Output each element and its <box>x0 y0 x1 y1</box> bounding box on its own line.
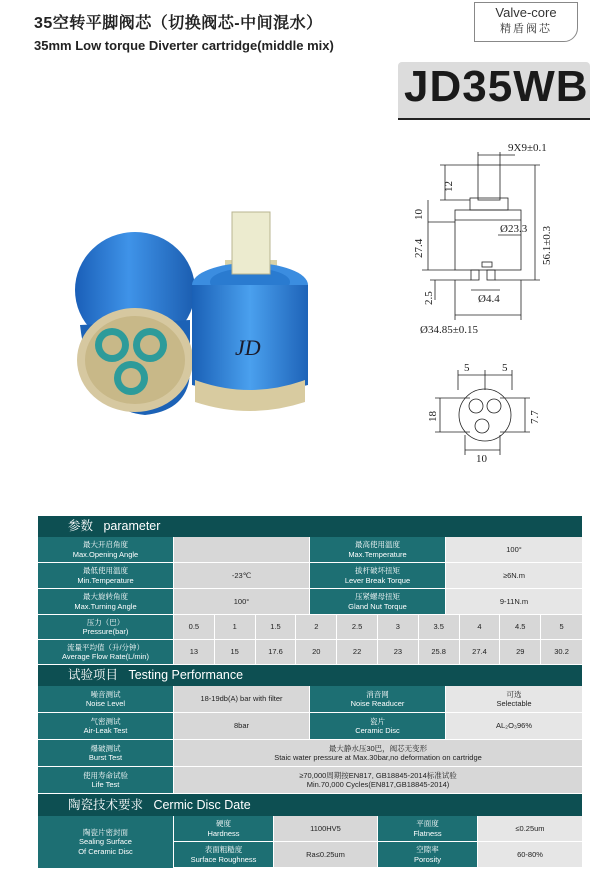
pressure-cell: 2.5 <box>337 615 378 639</box>
top-dim-5-right: 5 <box>502 362 508 374</box>
section-parameter-cn: 参数 <box>68 519 94 533</box>
test-value: 8bar <box>174 713 310 739</box>
pressure-cell: 2 <box>296 615 337 639</box>
ceramic-row-1 <box>174 816 582 842</box>
pressure-cell: 4 <box>460 615 501 639</box>
param-row-3 <box>38 589 582 615</box>
section-parameter <box>38 516 582 537</box>
param-value: 100° <box>446 537 582 562</box>
pressure-label: 压力（巴） Pressure(bar) <box>38 615 174 639</box>
flow-label: 流量平均值（升/分钟） Average Flow Rate(L/min) <box>38 640 174 664</box>
flow-cell: 20 <box>296 640 337 664</box>
cartridge-left-view <box>75 232 195 415</box>
param-label: 拔杆破坏扭矩 Lever Break Torque <box>310 563 446 588</box>
dim-27-4: 27.4 <box>413 238 425 258</box>
param-value: ≥6N.m <box>446 563 582 588</box>
flow-cell: 25.8 <box>419 640 460 664</box>
test-value: 最大静水压30巴，阀芯无变形 Staic water pressure at Max.30bar,no deformation on cartridge <box>174 740 582 766</box>
top-dim-5-left: 5 <box>464 362 470 374</box>
title-chinese: 35空转平脚阀芯（切换阀芯-中间混水） <box>34 15 323 32</box>
param-value: 100° <box>174 589 310 614</box>
test-value: AL₂O₃96% <box>446 713 582 739</box>
top-dim-18: 18 <box>427 411 439 422</box>
brand-box <box>474 2 578 42</box>
flow-cell: 29 <box>500 640 541 664</box>
spec-table <box>38 516 582 868</box>
test-label: 瓷片 Ceramic Disc <box>310 713 446 739</box>
ceramic-label: 硬度 Hardness <box>174 816 274 841</box>
ceramic-seal-label: 陶瓷片密封面 Sealing Surface Of Ceramic Disc <box>38 816 174 868</box>
flow-cell: 30.2 <box>541 640 582 664</box>
pressure-cell: 1.5 <box>256 615 297 639</box>
ceramic-block <box>38 816 582 868</box>
flow-row <box>38 640 582 665</box>
pressure-cell: 1 <box>215 615 256 639</box>
product-photo <box>50 210 370 440</box>
param-value <box>174 537 310 562</box>
param-row-2 <box>38 563 582 589</box>
ceramic-row-2 <box>174 842 582 868</box>
test-label: 消音网 Noise Readucer <box>310 686 446 712</box>
param-label: 最高使用温度 Max.Temperature <box>310 537 446 562</box>
flow-cell: 22 <box>337 640 378 664</box>
title-english: 35mm Low torque Diverter cartridge(middle mix) <box>34 38 334 53</box>
dim-body-diameter: Ø23.3 <box>500 223 528 235</box>
test-row-noise <box>38 686 582 713</box>
top-dim-10: 10 <box>476 453 487 465</box>
dim-2-5: 2.5 <box>423 291 435 305</box>
pressure-cell: 5 <box>541 615 582 639</box>
section-ceramic <box>38 794 582 816</box>
section-testing <box>38 665 582 686</box>
ceramic-label: 空隙率 Porosity <box>378 842 478 867</box>
model-underline <box>398 118 590 120</box>
ceramic-value: 60-80% <box>478 842 582 867</box>
section-ceramic-cn: 陶瓷技术要求 <box>68 798 144 812</box>
section-testing-cn: 试验项目 <box>68 668 119 682</box>
ceramic-label: 表面粗糙度 Surface Roughness <box>174 842 274 867</box>
pressure-cell: 0.5 <box>174 615 215 639</box>
photo-marking: JD <box>235 335 261 360</box>
model-number: JD35WB <box>404 62 589 111</box>
test-row-burst <box>38 740 582 767</box>
brand-chinese: 精盾阀芯 <box>500 23 552 35</box>
ceramic-value: Ra≤0.25um <box>274 842 378 867</box>
pressure-cell: 3.5 <box>419 615 460 639</box>
test-row-air <box>38 713 582 740</box>
flow-cell: 15 <box>215 640 256 664</box>
section-testing-en: Testing Performance <box>128 668 244 682</box>
test-row-life <box>38 767 582 794</box>
flow-cell: 23 <box>378 640 419 664</box>
dim-pin-diameter: Ø4.4 <box>478 293 500 305</box>
param-label: 最大旋转角度 Max.Turning Angle <box>38 589 174 614</box>
flow-cell: 27.4 <box>460 640 501 664</box>
flow-cell: 13 <box>174 640 215 664</box>
ceramic-value: ≤0.25um <box>478 816 582 841</box>
param-label: 压紧螺母扭矩 Gland Nut Torque <box>310 589 446 614</box>
section-ceramic-en: Cermic Disc Date <box>153 798 251 812</box>
ceramic-label: 平面度 Flatness <box>378 816 478 841</box>
param-row-1 <box>38 537 582 563</box>
brand-english: Valve-core <box>495 5 557 20</box>
dim-10: 10 <box>413 209 425 220</box>
test-label: 噪音测试 Noise Level <box>38 686 174 712</box>
section-parameter-en: parameter <box>103 519 161 533</box>
pressure-row <box>38 615 582 640</box>
test-value: 可选 Selectable <box>446 686 582 712</box>
pressure-cell: 3 <box>378 615 419 639</box>
param-value: 9-11N.m <box>446 589 582 614</box>
dim-height: 56.1±0.3 <box>541 225 553 265</box>
test-label: 气密测试 Air-Leak Test <box>38 713 174 739</box>
top-view-drawing <box>420 360 560 465</box>
top-dim-7-7: 7.7 <box>529 410 541 424</box>
dim-base-diameter: Ø34.85±0.15 <box>420 324 478 336</box>
dim-12: 12 <box>443 181 455 192</box>
side-view-drawing <box>360 140 600 345</box>
test-label: 使用寿命试验 Life Test <box>38 767 174 793</box>
param-label: 最低使用温度 Min.Temperature <box>38 563 174 588</box>
param-label: 最大开启角度 Max.Opening Angle <box>38 537 174 562</box>
ceramic-value: 1100HV5 <box>274 816 378 841</box>
test-value: ≥70,000周期按EN817, GB18845-2014标准试验 Min.70,000 Cycles(EN817,GB18845-2014) <box>174 767 582 793</box>
cartridge-right-view <box>192 212 308 411</box>
test-label: 爆破测试 Burst Test <box>38 740 174 766</box>
flow-cell: 17.6 <box>256 640 297 664</box>
pressure-cell: 4.5 <box>500 615 541 639</box>
dim-spline: 9X9±0.1 <box>508 142 547 154</box>
test-value: 18-19db(A) bar with filter <box>174 686 310 712</box>
param-value: -23℃ <box>174 563 310 588</box>
